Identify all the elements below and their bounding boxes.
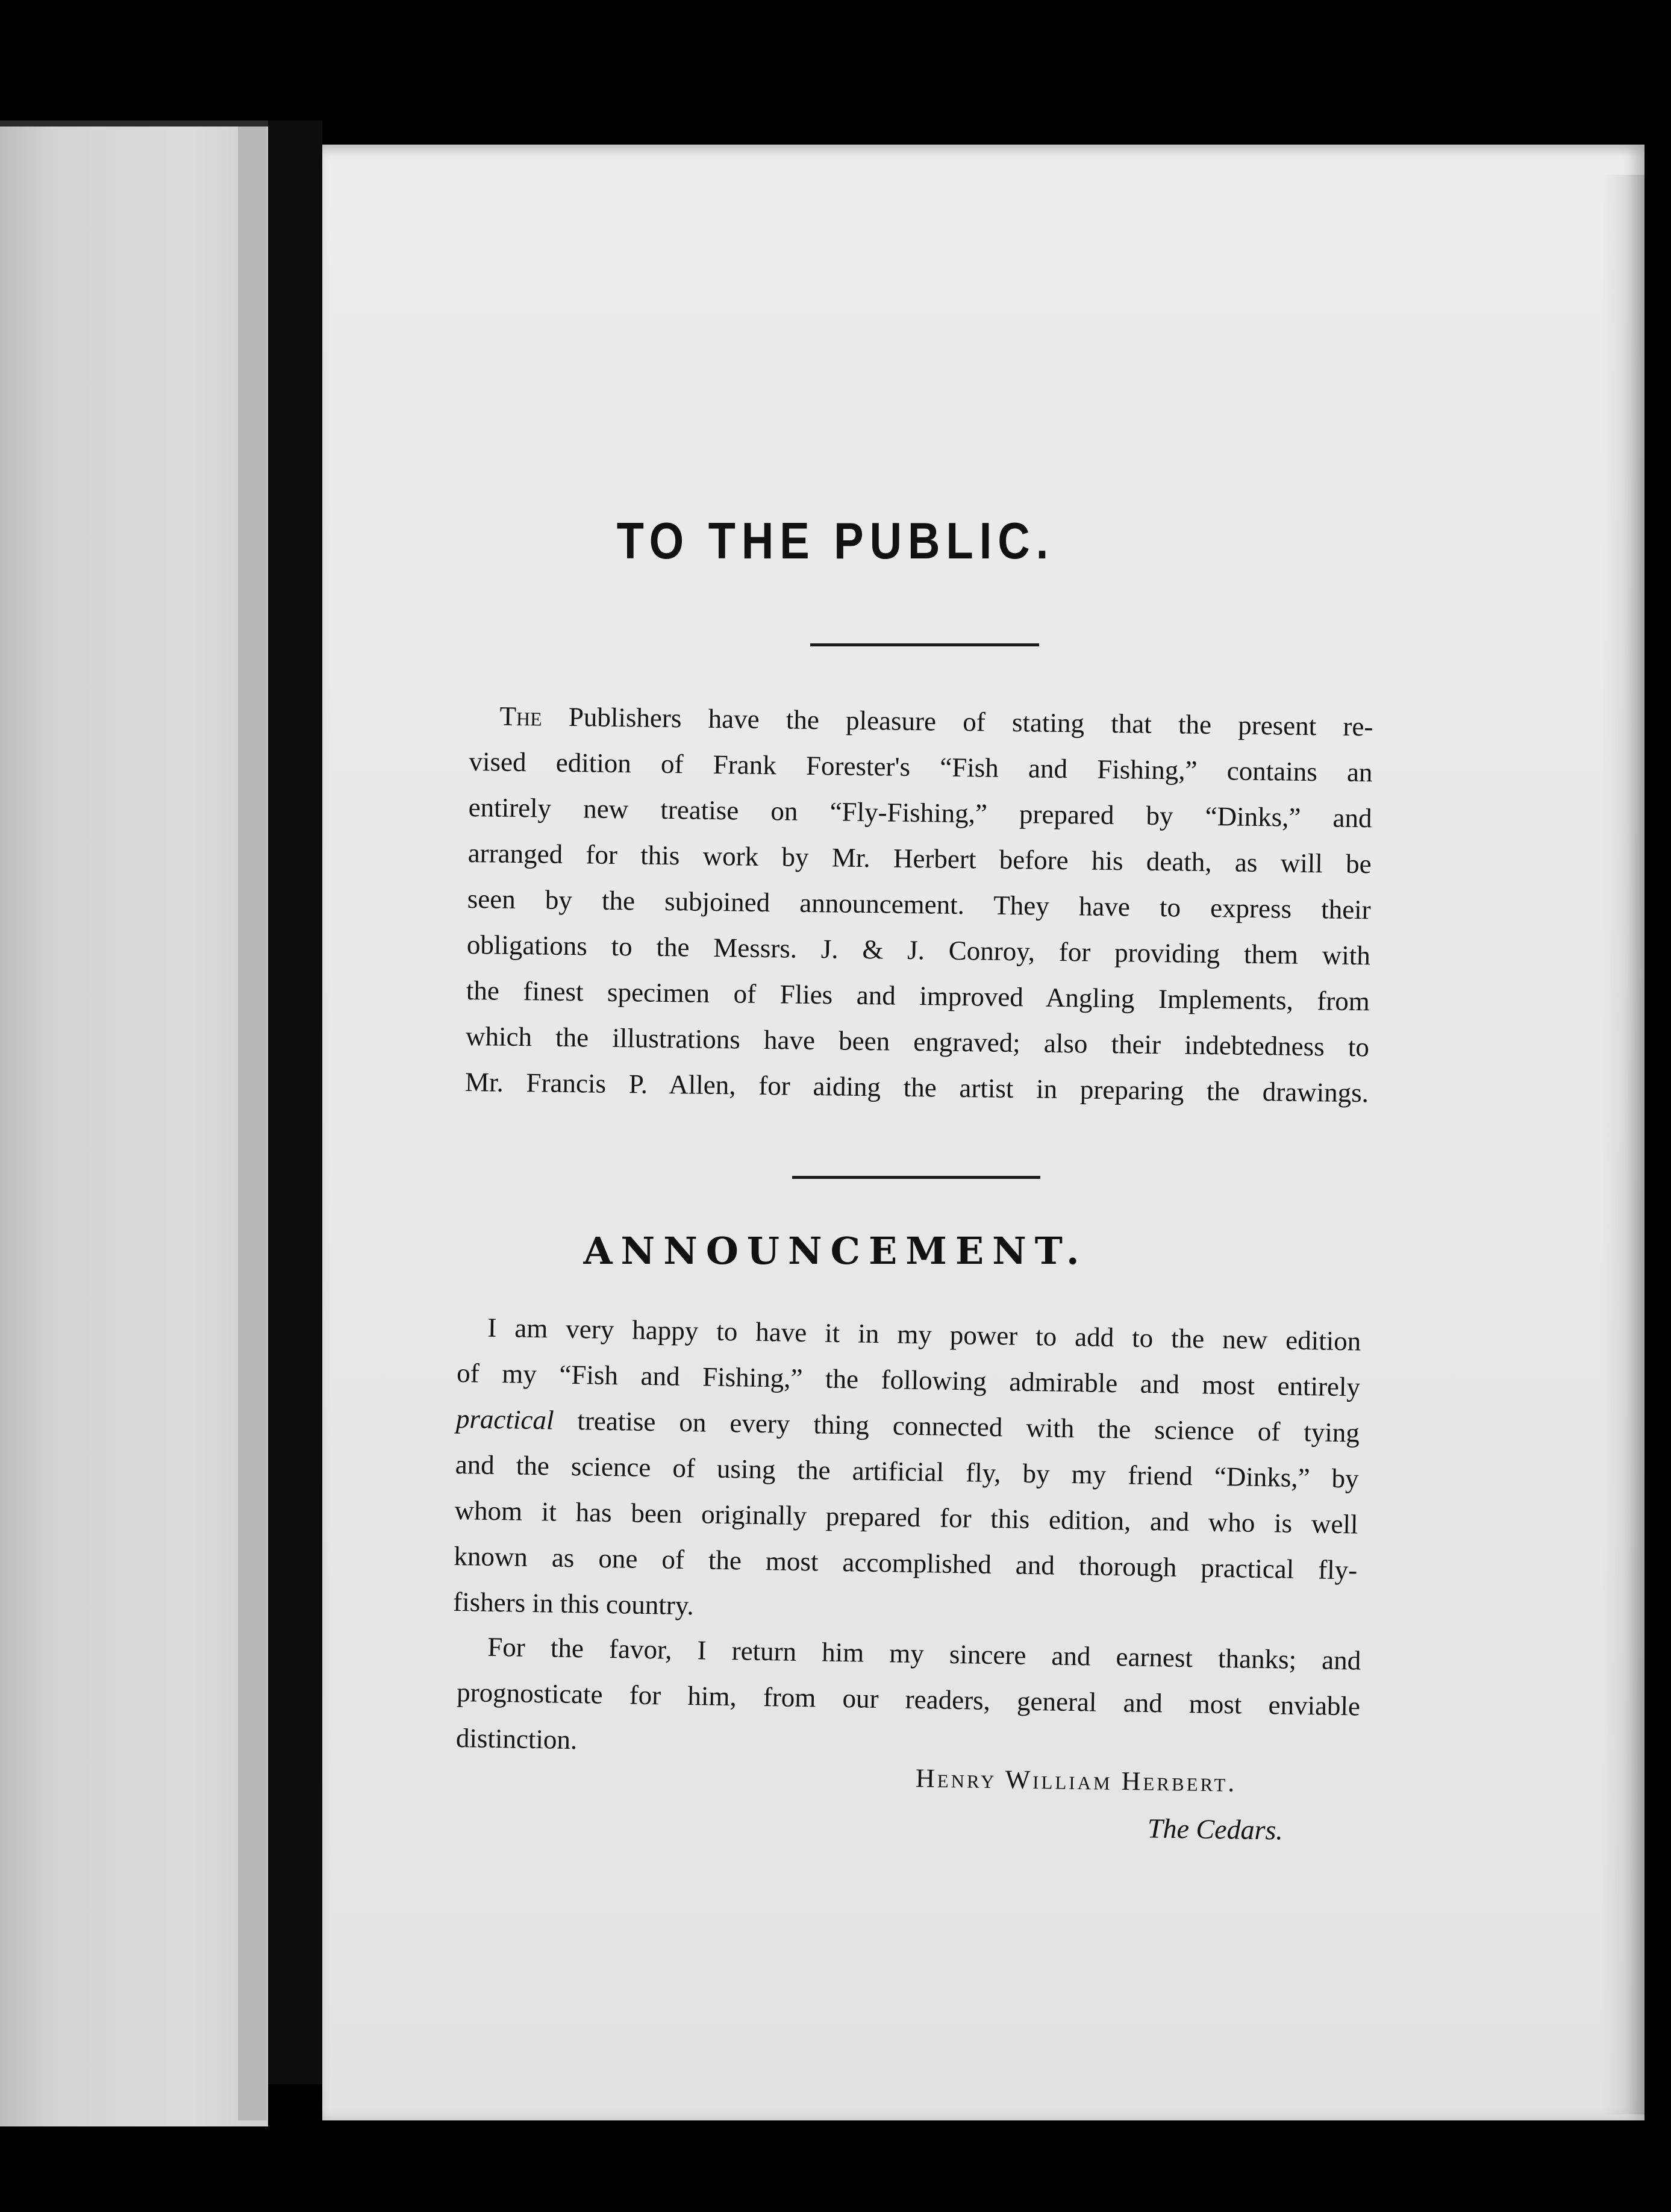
announcement-line: fishers in this country. — [452, 1586, 695, 1621]
announcement-paragraph-1 — [453, 1304, 1361, 1639]
announcement-line: I am very happy to have it in my power to add to the new edition — [487, 1312, 1361, 1357]
public-notice-text: Publishers have the pleasure of stating that the present re- — [568, 702, 1373, 742]
public-notice — [465, 693, 1373, 1116]
public-notice-line: obligations to the Messrs. J. & J. Conroy, for providing them with — [466, 929, 1371, 971]
emphasis-practical: practical — [455, 1403, 554, 1436]
announcement-line: known as one of the most accomplished and thorough practical fly- — [454, 1540, 1358, 1586]
left-page-edge — [238, 127, 267, 2120]
public-notice-line: seen by the subjoined announcement. They have to express their — [467, 883, 1372, 925]
announcement-text: treatise on every thing connected with the science of tying — [554, 1405, 1360, 1448]
author-signature: Henry William Herbert. — [915, 1763, 1237, 1798]
announcement-paragraph-2 — [455, 1623, 1361, 1775]
public-notice-line: vised edition of Frank Forester's “Fish and Fishing,” contains an — [469, 746, 1373, 788]
announcement-line: distinction. — [455, 1722, 578, 1755]
public-notice-line: the finest specimen of Flies and improved Angling Implements, from — [466, 975, 1370, 1017]
public-notice-line: Mr. Francis P. Allen, for aiding the artist in preparing the drawings. — [464, 1066, 1369, 1108]
announcement-line: For the favor, I return him my sincere and earnest thanks; and — [487, 1631, 1361, 1676]
section-divider — [792, 1176, 1040, 1179]
page-edge-shadow — [1602, 175, 1644, 2114]
signature-place: The Cedars. — [1147, 1813, 1284, 1846]
book-gutter — [268, 120, 322, 2084]
announcement-line: prognosticate for him, from our readers, general and most enviable — [456, 1676, 1361, 1722]
public-notice-line: which the illustrations have been engraved; also their indebtedness to — [465, 1020, 1370, 1063]
page-title: TO THE PUBLIC. — [616, 511, 1055, 570]
title-divider — [810, 643, 1039, 646]
lead-word: The — [499, 701, 542, 732]
document-page — [322, 145, 1644, 2120]
announcement-line: of my “Fish and Fishing,” the following admirable and most entirely — [456, 1357, 1361, 1402]
public-notice-line: arranged for this work by Mr. Herbert before his death, as will be — [467, 837, 1372, 879]
public-notice-line: entirely new treatise on “Fly-Fishing,” prepared by “Dinks,” and — [468, 792, 1372, 834]
announcement-heading: ANNOUNCEMENT. — [583, 1229, 1088, 1273]
announcement-line: whom it has been originally prepared for this edition, and who is well — [454, 1495, 1358, 1540]
left-facing-page — [0, 120, 268, 2126]
announcement-line: and the science of using the artificial fly, by my friend “Dinks,” by — [455, 1449, 1360, 1494]
